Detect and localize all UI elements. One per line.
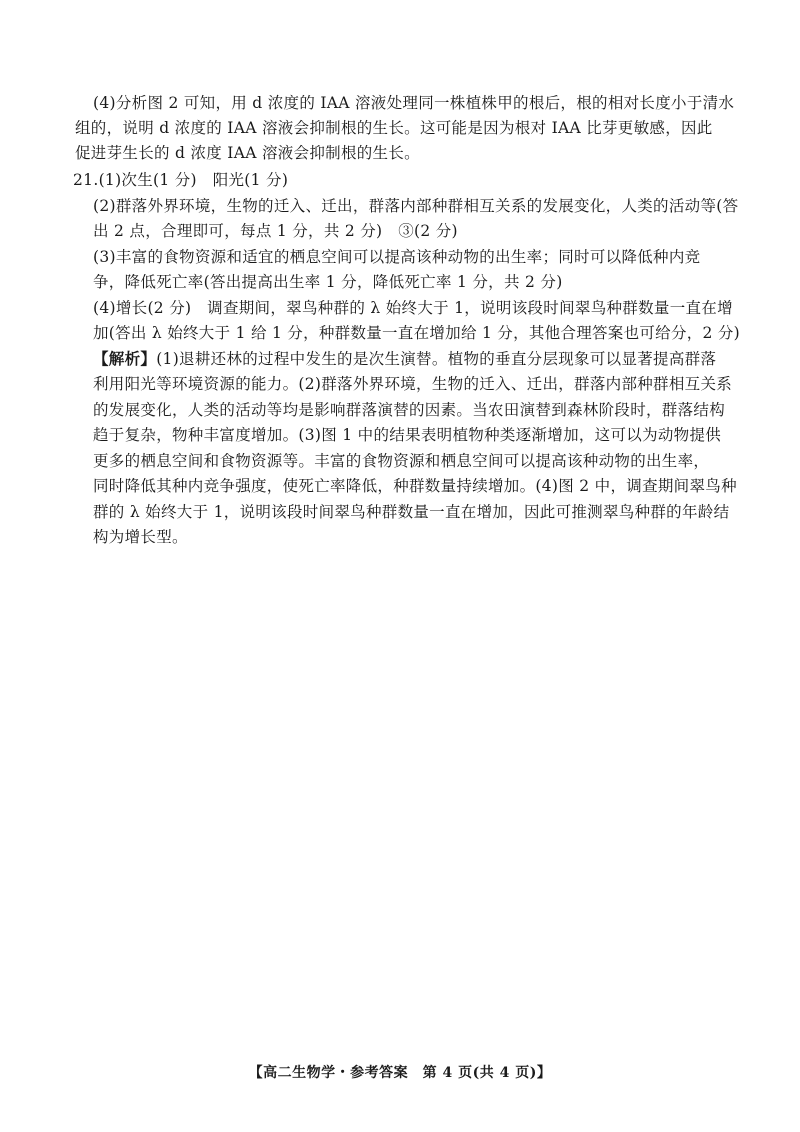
q21-3-line-1: (3)丰富的食物资源和适宜的栖息空间可以提高该种动物的出生率；同时可以降低种内竞 — [93, 248, 701, 266]
q20-4-line-1: (4)分析图 2 可知，用 d 浓度的 IAA 溶液处理同一株植株甲的根后，根的相对长度小于清水 — [93, 94, 735, 112]
q21-4-line-1: (4)增长(2 分) 调查期间，翠鸟种群的 λ 始终大于 1，说明该段时间翠鸟种群数量一直在增 — [93, 299, 733, 317]
page-footer: 【高二生物学・参考答案 第 4 页(共 4 页)】 — [248, 1065, 552, 1081]
analysis-line-1: 【解析】(1)退耕还林的过程中发生的是次生演替。植物的垂直分层现象可以显著提高群落 — [93, 349, 717, 368]
q20-4-line-2: 组的，说明 d 浓度的 IAA 溶液会抑制根的生长。这可能是因为根对 IAA 比芽更敏感，因此 — [75, 119, 713, 137]
q21-2-line-1: (2)群落外界环境，生物的迁入、迁出，群落内部种群相互关系的发展变化，人类的活动等(答 — [93, 197, 739, 215]
analysis-line-4: 趋于复杂，物种丰富度增加。(3)图 1 中的结果表明植物种类逐渐增加，这可以为动物提供 — [93, 426, 722, 444]
analysis-line-8: 构为增长型。 — [93, 528, 188, 546]
q20-4-line-3: 促进芽生长的 d 浓度 IAA 溶液会抑制根的生长。 — [75, 144, 420, 162]
analysis-line-5: 更多的栖息空间和食物资源等。丰富的食物资源和栖息空间可以提高该种动物的出生率， — [93, 452, 710, 470]
q21-3-line-2: 争，降低死亡率(答出提高出生率 1 分，降低死亡率 1 分，共 2 分) — [93, 273, 563, 291]
question-number: 21. — [73, 171, 99, 189]
q21-line-1: 21.(1)次生(1 分) 阳光(1 分) — [73, 171, 289, 189]
analysis-line-7: 群的 λ 始终大于 1，说明该段时间翠鸟种群数量一直在增加，因此可推测翠鸟种群的年龄结 — [93, 503, 730, 521]
q21-2-line-2: 出 2 点，合理即可，每点 1 分，共 2 分) ③(2 分) — [93, 222, 458, 240]
analysis-line-6: 同时降低其种内竞争强度，使死亡率降低，种群数量持续增加。(4)图 2 中，调查期间翠鸟种 — [93, 477, 737, 495]
analysis-line-3: 的发展变化，人类的活动等均是影响群落演替的因素。当农田演替到森林阶段时，群落结构 — [93, 401, 726, 419]
analysis-label: 【解析】 — [93, 349, 157, 368]
analysis-line-2: 利用阳光等环境资源的能力。(2)群落外界环境，生物的迁入、迁出，群落内部种群相互关系 — [93, 375, 733, 393]
q21-4-line-2: 加(答出 λ 始终大于 1 给 1 分，种群数量一直在增加给 1 分，其他合理答案也可给分，2 分) — [93, 324, 740, 342]
